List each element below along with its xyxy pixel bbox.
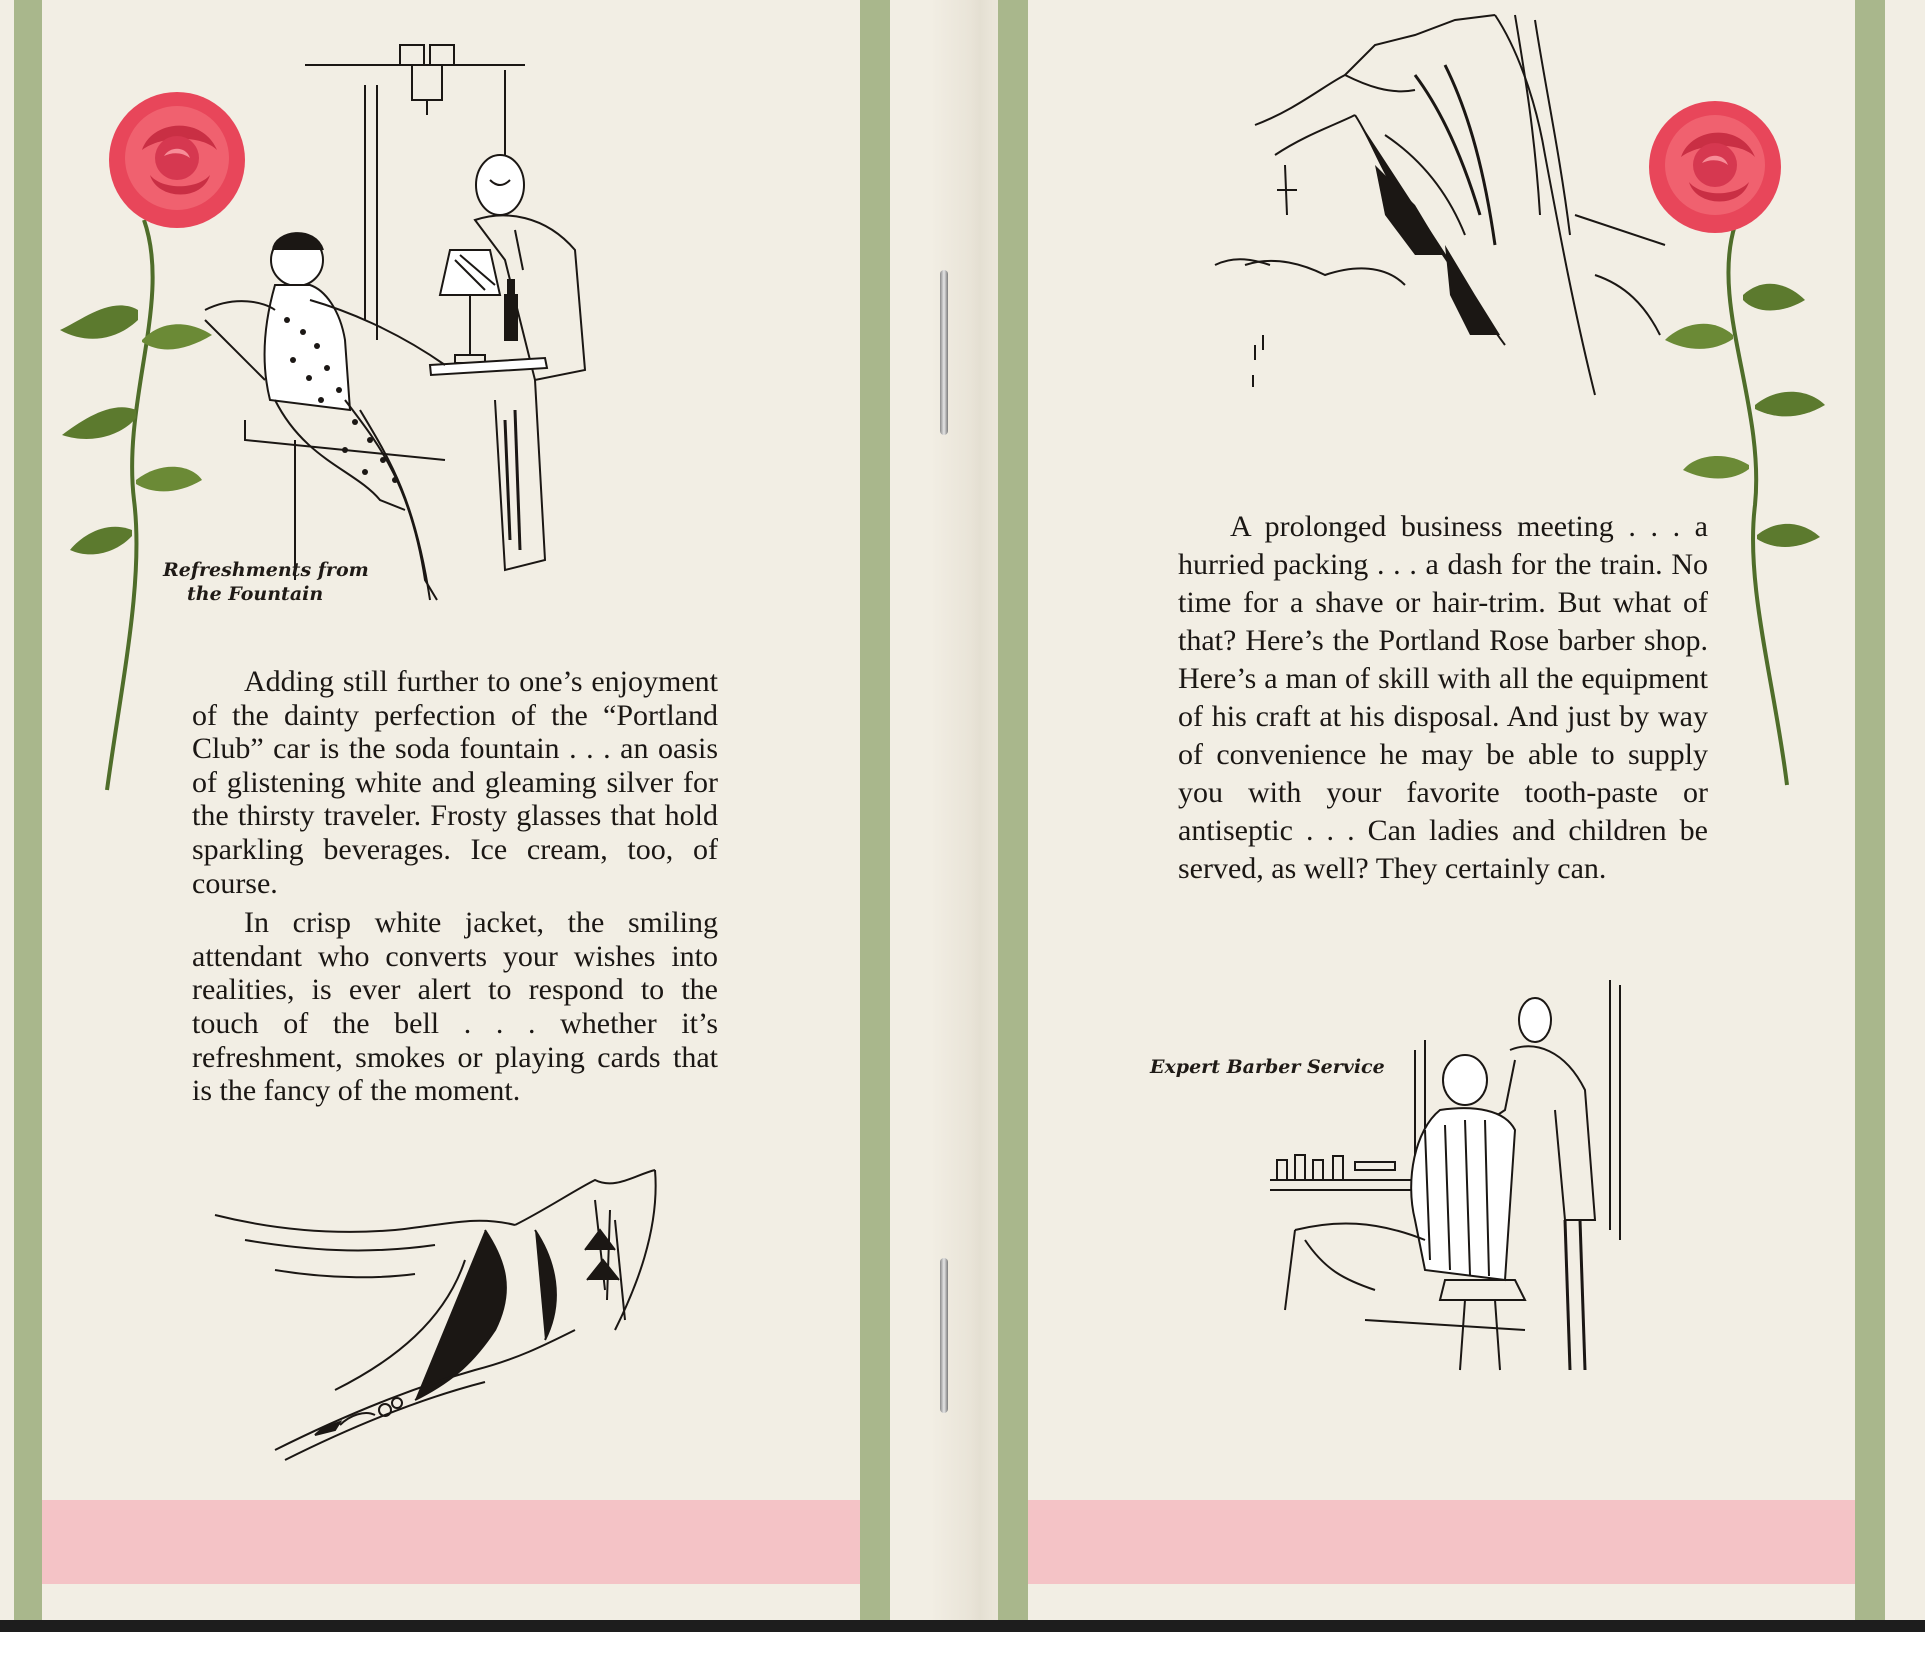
right-paragraph: A prolonged business meeting . . . a hurried packing . . . a dash for the train. No time for a shave or hair-trim. But what of that? Here’s the Portland Rose barber shop. Here’s a man of skill with all the equipment of his craft at his disposal. And just by way of convenience he may be able to supply you with your favorite tooth-paste or antiseptic . . . Can ladies and children be served, as well? They certainly can.: [1178, 510, 1708, 885]
left-paragraph-1: Adding still further to one’s enjoyment of the dainty perfection of the “Portland Club” car is the soda fountain . . . an oasis of glistening white and gleaming silver for the thirsty traveler. Frosty glasses that hold sparkling beverages. Ice cream, too, of course.: [192, 665, 718, 900]
fountain-scene: [205, 40, 665, 640]
left-inner-stripe: [860, 0, 890, 1620]
waterfall-scene: [1215, 15, 1675, 415]
barber-scene: [1265, 980, 1645, 1380]
upper-staple: [940, 270, 948, 435]
left-paragraph-2: In crisp white jacket, the smiling attendant who converts your wishes into realities, is ever alert to respond to the touch of the bell . . . whether it’s refreshment, smokes or playing cards that is the fancy of the moment.: [192, 906, 718, 1108]
right-body-text: [1178, 508, 1708, 888]
right-outer-stripe: [1855, 0, 1885, 1620]
caption-line-2: the Fountain: [187, 583, 324, 605]
fountain-caption: [163, 558, 383, 606]
left-pink-band: [42, 1500, 860, 1584]
caption-line-1: Refreshments from: [163, 559, 369, 581]
right-inner-stripe: [998, 0, 1028, 1620]
barber-caption: Expert Barber Service: [1150, 1056, 1385, 1078]
right-pink-band: [1028, 1500, 1855, 1584]
left-body-text: [192, 665, 718, 1108]
lower-staple: [940, 1258, 948, 1413]
booklet-bottom-edge: [0, 1620, 1925, 1632]
mountain-train-scene: [215, 1170, 715, 1460]
left-outer-stripe: [14, 0, 42, 1620]
